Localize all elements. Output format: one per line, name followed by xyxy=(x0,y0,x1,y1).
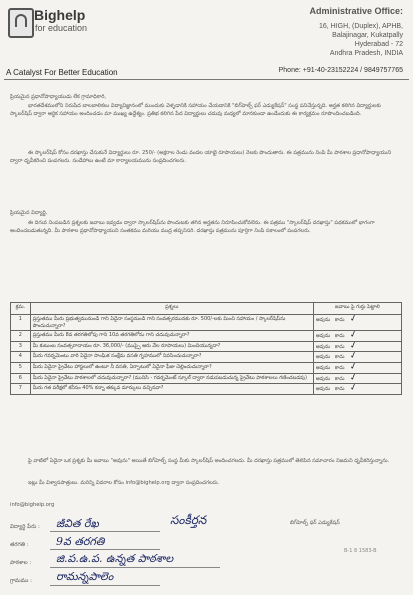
answer-yes[interactable]: అవును xyxy=(315,354,331,361)
answer-yes[interactable]: అవును xyxy=(315,317,331,323)
questions-table xyxy=(10,302,402,395)
table-row xyxy=(11,362,402,373)
answer-yes[interactable]: అవును xyxy=(315,364,331,371)
row-number: 1 xyxy=(11,315,31,331)
brand-subtitle: for education xyxy=(35,23,88,33)
table-row xyxy=(11,384,402,395)
contact-email[interactable]: info@bighelp.org xyxy=(10,502,55,508)
letter-paragraph-1: భారతదేశములోని నిరుపేద బాలబాలికలు విద్యావిజ్ఞానంలో ముందుకు వెళ్ళడానికి సహాయం చేయడానికి "బిగ్‌హెల్ప్ ఫర్ ఎడ్యుకేషన్" సంస్థ పనిచేస్తున్నది. అర్హత కలిగిన విద్యార్థులకు స్కాలర్‌షిప్ ద్వారా ఆర్థిక సహాయం అందించడం మా ముఖ్య ఉద్దేశ్యం. ప్రతిభ కలిగిన పేద విద్యార్థులు చదువు మధ్యలో మానకుండా ఉండేందుకు ఈ కార్యక్రమం రూపొందించబడింది. xyxy=(10,103,381,117)
answer-no[interactable]: కాదు xyxy=(334,354,345,361)
row-number: 7 xyxy=(11,384,31,395)
checkmark-icon: ✓ xyxy=(349,382,360,394)
checkmark-icon: ✓ xyxy=(349,350,360,363)
school-label: పాఠశాల : xyxy=(10,560,32,566)
logo-icon xyxy=(8,8,34,38)
row-number: 5 xyxy=(11,362,31,373)
answer-no[interactable]: కాదు xyxy=(334,333,345,340)
question-text: మీ కుటుంబ సంవత్సరాదాయం రూ. 36,000/- (ముప్పై ఆరు వేల రూపాయలు) మించియున్నదా? xyxy=(30,341,313,352)
answer-no[interactable]: కాదు xyxy=(334,317,345,323)
column-header-number: క్రమ. xyxy=(11,303,31,315)
answer-cell[interactable] xyxy=(313,384,401,395)
address-line: Andhra Pradesh, INDIA xyxy=(329,50,403,57)
student-name-value[interactable]: జీవిత రేఖ xyxy=(56,517,99,530)
answer-no[interactable]: కాదు xyxy=(334,364,345,371)
address-line: Hyderabad - 72 xyxy=(354,41,403,48)
table-row xyxy=(11,341,402,352)
row-number: 6 xyxy=(11,373,31,384)
sign-off: బిగ్‌హెల్ప్ ఫర్ ఎడ్యుకేషన్ xyxy=(290,520,340,526)
column-header-questions: ప్రశ్నలు xyxy=(30,303,313,315)
table-row xyxy=(11,352,402,363)
village-label: గ్రామము : xyxy=(10,578,33,584)
field-underline xyxy=(50,567,220,568)
row-number: 4 xyxy=(11,352,31,363)
student-name-label: విద్యార్థి పేరు : xyxy=(10,524,40,530)
question-text: మీరు గత పరీక్షలో కనీసం 40% కన్నా తక్కువ మార్కులు వచ్చినవా? xyxy=(30,384,313,395)
office-address-block xyxy=(233,6,403,58)
answer-yes[interactable]: అవును xyxy=(315,333,331,340)
answer-cell[interactable] xyxy=(313,373,401,384)
class-value[interactable]: 9వ తరగతి xyxy=(56,535,105,548)
column-header-answer: జవాబు పై గుర్తు పెట్టాలి xyxy=(313,303,401,315)
file-reference-note: B-1 8 1583-B xyxy=(344,548,377,554)
salutation-headmaster: ప్రియమైన ప్రధానోపాధ్యాయుడు లేక గ్రామాధికారి, xyxy=(10,94,107,100)
letter-paragraph-2: ఈ స్కాలర్‌షిప్ కోసం దరఖాస్తు చేసుకునే విద్యార్థులు రూ. 250/- (అక్షరాల రెండు వందల యాభై రూపాయలు) నెలకు పొందుతారు. ఈ పత్రమును నింపి మీ పాఠశాల ప్రధానోపాధ్యాయుని ద్వారా ధృవీకరించి పంపగలరు. సందేహాలు ఉంటే మా కార్యాలయమును సంప్రదించగలరు. xyxy=(10,150,392,164)
field-underline xyxy=(50,549,160,550)
salutation-student: ప్రియమైన విద్యార్థి, xyxy=(10,210,48,216)
answer-no[interactable]: కాదు xyxy=(334,375,345,382)
phone-numbers: Phone: +91-40-23152224 / 9849757765 xyxy=(278,67,403,74)
answer-cell[interactable] xyxy=(313,362,401,373)
row-number: 3 xyxy=(11,341,31,352)
answer-cell[interactable] xyxy=(313,352,401,363)
village-value[interactable]: రామన్నపాలెం xyxy=(56,570,114,583)
brand-name: Bighelp xyxy=(34,7,86,23)
checkmark-icon: ✓ xyxy=(349,329,360,342)
address-line: 16, HIGH, (Duplex), APHB, xyxy=(318,23,403,30)
question-text: మీరు ఏదైనా ప్రైవేటు హాస్టలులో ఉంటూ నీ వసతి, ఏర్పాటులో ఏదైనా ఫీజు చెల్లించుచున్నారా? xyxy=(30,362,313,373)
answer-cell[interactable] xyxy=(313,341,401,352)
table-row xyxy=(11,315,402,331)
question-text: మీరు ఏదైనా ప్రైవేటు పాఠశాలలో చదువుచున్నారా? (మునిసి - గవర్నమెంట్ స్కూల్ ద్వారా నడుపబడుచున్న ప్రైవేటు పాఠశాలలు గణించబడవు) xyxy=(30,373,313,384)
field-underline xyxy=(50,531,160,532)
answer-no[interactable]: కాదు xyxy=(334,386,345,393)
checkmark-icon: ✓ xyxy=(349,371,360,384)
closing-paragraph-1: పై వాటిలో ఏదైనా ఒక ప్రశ్నకు మీ జవాబు "అవును" అయితే బిగ్‌హెల్ప్ సంస్థ మీకు స్కాలర్‌షిప్ అందించగలదు. మీ దరఖాస్తు పత్రములో తెలిపిన సమాచారం నిజమని ధృవీకరిస్తున్నాను. xyxy=(28,458,390,464)
office-title: Administrative Office: xyxy=(309,6,403,16)
checkmark-icon: ✓ xyxy=(349,361,360,373)
answer-no[interactable]: కాదు xyxy=(334,343,345,350)
question-text: ప్రస్తుతము మీరు ప్రభుత్వమునుండి గాని ఏదైనా సంస్థనుండి గాని సంవత్సరమునకు రూ. 500/-లకు మించి సహాయం / స్కాలర్‌షిప్‌ను పొందుచున్నారా? xyxy=(30,315,313,331)
answer-cell[interactable] xyxy=(313,315,401,331)
answer-yes[interactable]: అవును xyxy=(315,343,331,350)
tagline: A Catalyst For Better Education xyxy=(6,68,118,77)
question-text: మీరు గవర్నమెంటు వారి ఏదైనా సాంఘిక సంక్షేమ వసతి గృహములో నివసించుచున్నారా? xyxy=(30,352,313,363)
school-value[interactable]: జి.ప.ఉ.ప. ఉన్నత పాఠశాల xyxy=(56,552,174,565)
field-underline xyxy=(50,585,160,586)
answer-yes[interactable]: అవును xyxy=(315,386,331,393)
letter-paragraph-3: ఈ దిగువ నింపబడిన ప్రశ్నలకు జవాబు ఇవ్వడం ద్వారా స్కాలర్‌షిప్‌ను పొందుటకు తగిన అర్హతను నిరూపించుకోవలెను. ఈ పత్రము "స్కాలర్‌షిప్ దరఖాస్తు" పథకములో భాగంగా అందించబడుతున్నది. మీ పాఠశాల ప్రధానోపాధ్యాయుని సంతకము మరియు ముద్ర తప్పనిసరి. దరఖాస్తు పత్రమును పూర్తిగా నింపి సకాలంలో పంపగలరు. xyxy=(10,220,375,234)
question-text: ప్రస్తుతము మీరు 8వ తరగతిలోపు గాని 10వ తరగతిలోను గాని చదువుచున్నారా? xyxy=(30,331,313,342)
table-row xyxy=(11,373,402,384)
closing-paragraph-2: ఇట్లు మీ విశ్వాసపాత్రులు. మరిన్ని వివరాల కోసం info@bighelp.org ద్వారా సంప్రదించగలరు. xyxy=(28,480,220,486)
row-number: 2 xyxy=(11,331,31,342)
checkmark-icon: ✓ xyxy=(349,313,360,325)
answer-cell[interactable] xyxy=(313,331,401,342)
student-signature: సంకీర్తన xyxy=(170,513,207,527)
header-divider xyxy=(4,79,409,80)
table-row xyxy=(11,331,402,342)
class-label: తరగతి : xyxy=(10,542,29,548)
table-header-row xyxy=(11,303,402,315)
checkmark-icon: ✓ xyxy=(349,339,360,352)
address-line: Balajinagar, Kukatpally xyxy=(332,32,403,39)
answer-yes[interactable]: అవును xyxy=(315,375,331,382)
